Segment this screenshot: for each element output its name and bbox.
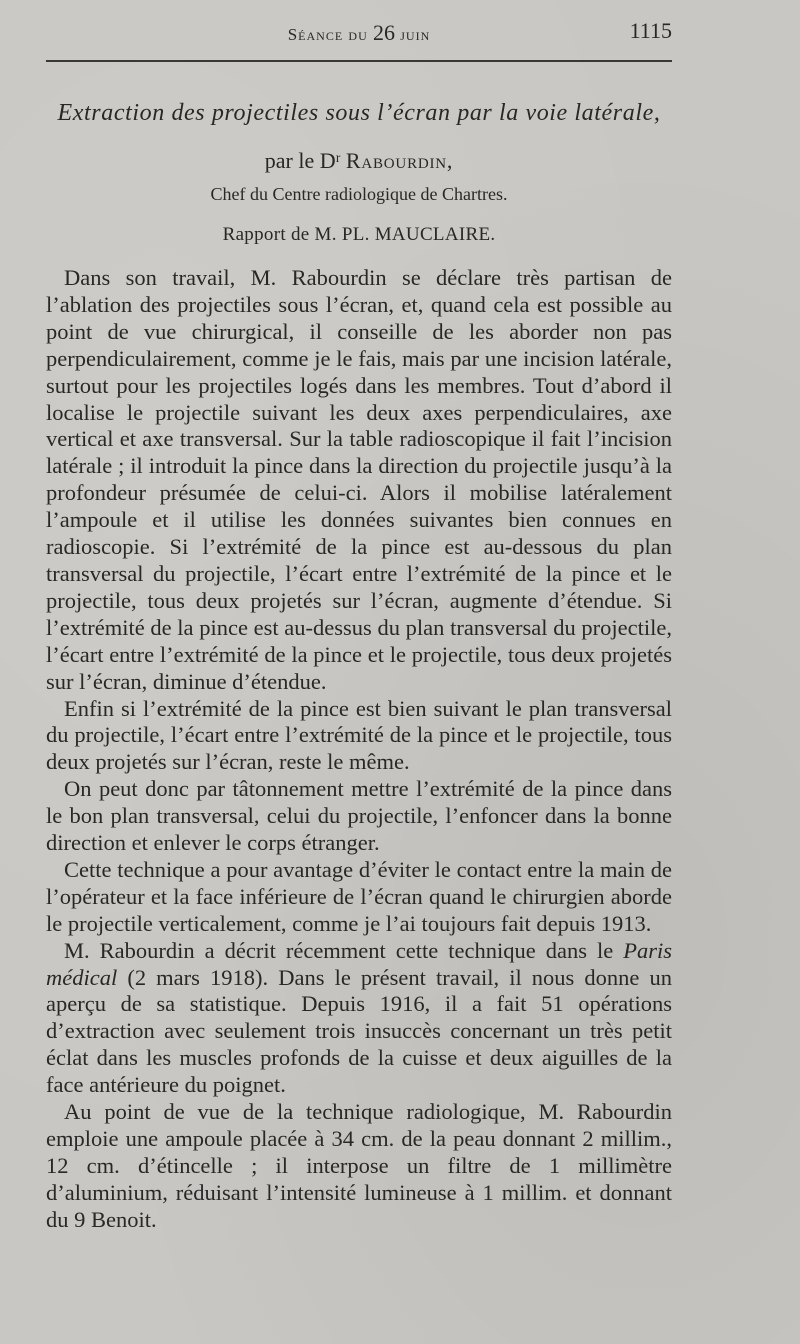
running-title-month: juin xyxy=(400,25,431,44)
paragraph-5-after: (2 mars 1918). Dans le présent travail, il nous donne un aperçu de sa statistique. Depuis 1916, il a fait 51 opérations d’extraction avec seulement trois insuccès concernant un très petit éclat dans les muscles profonds de la cuisse et deux aiguilles de la face antérieure du poignet. xyxy=(46,964,672,1098)
article-body xyxy=(46,265,672,1234)
running-title xyxy=(46,20,672,46)
paragraph-3: On peut donc par tâtonnement mettre l’extrémité de la pince dans le bon plan transversal, celui du projectile, l’enfoncer dans la bonne direction et enlever le corps étranger. xyxy=(46,776,672,856)
journal-title: Paris médical xyxy=(46,937,672,990)
article-title: Extraction des projectiles sous l’écran par la voie latérale, xyxy=(57,100,661,126)
byline-prefix: par le Dʳ xyxy=(264,148,341,173)
running-head xyxy=(46,18,672,44)
author-name: Rabourdin, xyxy=(345,148,454,173)
page-number: 1115 xyxy=(629,18,672,43)
paragraph-2: Enfin si l’extrémité de la pince est bien suivant le plan transversal du projectile, l’écart entre l’extrémité de la pince et le projectile, tous deux projetés sur l’écran, reste le même. xyxy=(46,695,672,775)
paragraph-4: Cette technique a pour avantage d’éviter le contact entre la main de l’opérateur et la face inférieure de l’écran quand le chirurgien aborde le projectile verticalement, comme je l’ai toujours fait depuis 1913. xyxy=(46,856,672,936)
header-rule xyxy=(46,60,672,62)
report-line: Rapport de M. PL. MAUCLAIRE. xyxy=(222,224,496,245)
running-title-day: 26 xyxy=(373,20,396,45)
paragraph-5 xyxy=(46,938,672,1099)
paragraph-6: Au point de vue de la technique radiologique, M. Rabourdin emploie une ampoule placée à 34 cm. de la peau donnant 2 millim., 12 cm. d’étincelle ; il interpose un filtre de 1 millimètre d’aluminium, réduisant l’intensité lumineuse à 1 millim. et donnant du 9 Benoit. xyxy=(46,1099,672,1232)
paragraph-1: Dans son travail, M. Rabourdin se déclare très partisan de l’ablation des projectiles sous l’écran, et, quand cela est possible au point de vue chirurgical, il conseille de les aborder non pas perpendiculairement, comme je le fais, mais par une incision latérale, surtout pour les projectiles logés dans les membres. Tout d’abord il localise le projectile suivant les deux axes perpendiculaires, axe vertical et axe transversal. Sur la table radioscopique il fait l’incision latérale ; il introduit la pince dans la direction du projectile jusqu’à la profondeur présumée de celui-ci. Alors il mobilise latéralement l’ampoule et il utilise les données suivantes bien connues en radioscopie. Si l’extrémité de la pince est au-dessous du plan transversal du projectile, l’écart entre l’extrémité de la pince et le projectile, tous deux projetés sur l’écran, augmente d’étendue. Si l’extrémité de la pince est au-dessus du plan transversal du projectile, l’écart entre l’extrémité de la pince et le projectile, tous deux projetés sur l’écran, diminue d’étendue. xyxy=(46,265,672,694)
running-title-prefix: Séance du xyxy=(287,25,368,44)
paragraph-5-before: M. Rabourdin a décrit récemment cette technique dans le xyxy=(64,937,624,963)
author-affiliation: Chef du Centre radiologique de Chartres. xyxy=(210,184,508,204)
byline xyxy=(46,148,672,174)
